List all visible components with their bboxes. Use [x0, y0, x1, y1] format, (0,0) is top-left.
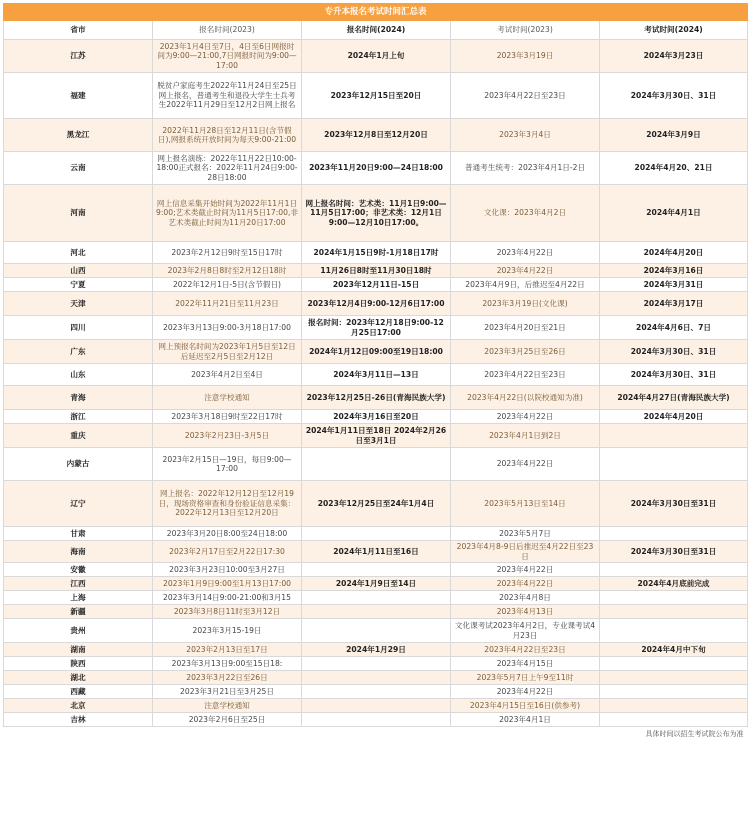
reg-2024-cell: 2024年1月15日9时-1月18日17时: [302, 242, 451, 264]
province-cell: 吉林: [4, 713, 153, 727]
exam-2024-cell: 2024年4月20日: [600, 410, 748, 424]
reg-2023-cell: 2022年12月1日-5日(含节假日): [153, 278, 302, 292]
reg-2024-cell: 2024年3月11日—13日: [302, 364, 451, 386]
province-cell: 青海: [4, 386, 153, 410]
exam-2023-cell: 2023年4月22日: [451, 264, 600, 278]
province-cell: 四川: [4, 316, 153, 340]
province-cell: 湖南: [4, 643, 153, 657]
exam-2023-cell: 2023年4月15日至16日(供参考): [451, 699, 600, 713]
table-row: [4, 152, 748, 185]
exam-2024-cell: 2024年4月20日: [600, 242, 748, 264]
reg-2023-cell: 2023年3月15-19日: [153, 619, 302, 643]
reg-2024-cell: [302, 563, 451, 577]
reg-2023-cell: 2023年3月18日9时至22日17时: [153, 410, 302, 424]
reg-2023-cell: 网上报名：2022年12月12日至12月19日，现场资格审查和身份验证信息采集：2022年12月13日至12月20日: [153, 481, 302, 527]
table-row: [4, 340, 748, 364]
exam-2024-cell: 2024年3月30日、31日: [600, 364, 748, 386]
exam-2023-cell: 2023年4月22日: [451, 685, 600, 699]
table-row: [4, 278, 748, 292]
exam-2023-cell: 2023年4月22日: [451, 448, 600, 481]
table-row: [4, 527, 748, 541]
reg-2024-cell: 2024年1月11日至16日: [302, 541, 451, 563]
table-row: [4, 410, 748, 424]
reg-2024-cell: 2023年12月25日-26日(青海民族大学): [302, 386, 451, 410]
reg-2023-cell: 2023年1月9日9:00至1月13日17:00: [153, 577, 302, 591]
reg-2023-cell: 2023年3月21日至3月25日: [153, 685, 302, 699]
exam-2024-cell: 2024年4月20、21日: [600, 152, 748, 185]
exam-2023-cell: 2023年5月7日: [451, 527, 600, 541]
reg-2024-cell: [302, 713, 451, 727]
table-row: [4, 292, 748, 316]
exam-2023-cell: 2023年4月1日: [451, 713, 600, 727]
reg-2023-cell: 2023年2月12日9时至15日17时: [153, 242, 302, 264]
province-cell: 甘肃: [4, 527, 153, 541]
reg-2024-cell: 2024年1月11日至18日 2024年2月26日至3月1日: [302, 424, 451, 448]
province-cell: 新疆: [4, 605, 153, 619]
province-cell: 广东: [4, 340, 153, 364]
province-cell: 上海: [4, 591, 153, 605]
exam-2024-cell: 2024年3月30日、31日: [600, 73, 748, 119]
table-row: [4, 699, 748, 713]
table-row: [4, 119, 748, 152]
reg-2023-cell: 2023年2月23日-3月5日: [153, 424, 302, 448]
exam-2023-cell: 2023年4月22日至23日: [451, 364, 600, 386]
reg-2024-cell: 2023年12月25日至24年1月4日: [302, 481, 451, 527]
province-cell: 云南: [4, 152, 153, 185]
province-cell: 江苏: [4, 40, 153, 73]
exam-2024-cell: 2024年4月6日、7日: [600, 316, 748, 340]
exam-2024-cell: [600, 448, 748, 481]
reg-2024-cell: 11月26日8时至11月30日18时: [302, 264, 451, 278]
exam-2023-cell: 文化课考试2023年4月2日，专业课考试4月23日: [451, 619, 600, 643]
exam-2024-cell: [600, 424, 748, 448]
province-cell: 山东: [4, 364, 153, 386]
exam-2024-cell: [600, 713, 748, 727]
province-cell: 内蒙古: [4, 448, 153, 481]
table-row: [4, 481, 748, 527]
exam-2023-cell: 2023年4月22日(以院校通知为准): [451, 386, 600, 410]
exam-2023-cell: 普通考生统考：2023年4月1日-2日: [451, 152, 600, 185]
province-cell: 浙江: [4, 410, 153, 424]
header-reg-2024: 报名时间(2024): [302, 21, 451, 40]
table-row: [4, 643, 748, 657]
reg-2023-cell: 2023年2月8日8时至2月12日18时: [153, 264, 302, 278]
reg-2024-cell: [302, 671, 451, 685]
exam-2023-cell: 2023年5月13日至14日: [451, 481, 600, 527]
table-row: [4, 657, 748, 671]
province-cell: 宁夏: [4, 278, 153, 292]
reg-2024-cell: [302, 685, 451, 699]
exam-2024-cell: 2024年3月30日至31日: [600, 481, 748, 527]
reg-2024-cell: 2023年12月8日至12月20日: [302, 119, 451, 152]
exam-2024-cell: 2024年4月底前完成: [600, 577, 748, 591]
table-row: [4, 563, 748, 577]
exam-2024-cell: [600, 699, 748, 713]
province-cell: 江西: [4, 577, 153, 591]
reg-2023-cell: 2022年11月28日至12月11日(含节假日),网报系统开放时间为每天9:00-21:00: [153, 119, 302, 152]
reg-2024-cell: 2023年12月11日-15日: [302, 278, 451, 292]
reg-2023-cell: 2023年3月13日9:00-3月18日17:00: [153, 316, 302, 340]
province-cell: 山西: [4, 264, 153, 278]
exam-2024-cell: 2024年3月17日: [600, 292, 748, 316]
table-row: [4, 713, 748, 727]
reg-2024-cell: 2024年1月9日至14日: [302, 577, 451, 591]
reg-2023-cell: 网上信息采集开始时间为2022年11月1日9:00;艺术类截止时间为11月5日17:00,非艺术类截止时间为11月20日17:00: [153, 185, 302, 242]
table-row: [4, 316, 748, 340]
reg-2023-cell: 2023年3月14日9:00-21:00和3月15: [153, 591, 302, 605]
reg-2024-cell: [302, 619, 451, 643]
exam-2024-cell: [600, 527, 748, 541]
exam-2023-cell: 2023年4月13日: [451, 605, 600, 619]
table-row: [4, 685, 748, 699]
province-cell: 陕西: [4, 657, 153, 671]
reg-2024-cell: 网上报名时间：艺术类：11月1日9:00—11月5日17:00；非艺术类：12月1日9:00—12月10日17:00。: [302, 185, 451, 242]
exam-2023-cell: 2023年4月8日: [451, 591, 600, 605]
province-cell: 海南: [4, 541, 153, 563]
exam-2024-cell: 2024年3月23日: [600, 40, 748, 73]
reg-2024-cell: [302, 527, 451, 541]
table-row: [4, 605, 748, 619]
reg-2023-cell: 2023年2月15日—19日，每日9:00—17:00: [153, 448, 302, 481]
reg-2023-cell: 2023年3月23日10:00至3月27日: [153, 563, 302, 577]
table-row: [4, 541, 748, 563]
table-row: [4, 577, 748, 591]
summary-table-container: [3, 3, 747, 741]
footnote: 具体时间以招生考试院公布为准: [645, 729, 744, 738]
exam-2023-cell: 文化课：2023年4月2日: [451, 185, 600, 242]
exam-2024-cell: 2024年4月27日(青海民族大学): [600, 386, 748, 410]
reg-2023-cell: 2023年4月2日至4日: [153, 364, 302, 386]
province-cell: 西藏: [4, 685, 153, 699]
reg-2023-cell: 2023年3月8日11时至3月12日: [153, 605, 302, 619]
header-exam-2023: 考试时间(2023): [451, 21, 600, 40]
reg-2023-cell: 2022年11月21日至11月23日: [153, 292, 302, 316]
exam-2023-cell: 2023年4月22日: [451, 242, 600, 264]
province-cell: 黑龙江: [4, 119, 153, 152]
reg-2023-cell: 注意学校通知: [153, 386, 302, 410]
reg-2024-cell: 2024年1月12日09:00至19日18:00: [302, 340, 451, 364]
province-cell: 湖北: [4, 671, 153, 685]
reg-2023-cell: 2023年3月13日9:00至15日18:: [153, 657, 302, 671]
reg-2023-cell: 2023年2月6日至25日: [153, 713, 302, 727]
header-exam-2024: 考试时间(2024): [600, 21, 748, 40]
reg-2023-cell: 2023年3月22日至26日: [153, 671, 302, 685]
reg-2024-cell: 2023年12月15日至20日: [302, 73, 451, 119]
province-cell: 安徽: [4, 563, 153, 577]
reg-2023-cell: 2023年2月13日至17日: [153, 643, 302, 657]
table-row: [4, 619, 748, 643]
exam-2023-cell: 2023年4月22日: [451, 563, 600, 577]
table-row: [4, 73, 748, 119]
reg-2024-cell: [302, 591, 451, 605]
exam-schedule-table: [3, 3, 748, 741]
reg-2023-cell: 2023年2月17日至2月22日17:30: [153, 541, 302, 563]
reg-2024-cell: 报名时间：2023年12月18日9:00-12月25日17:00: [302, 316, 451, 340]
reg-2023-cell: 网上报名演练：2022年11月22日10:00-18:00正式报名：2022年11月24日9:00-28日18:00: [153, 152, 302, 185]
table-row: [4, 242, 748, 264]
reg-2023-cell: 脱贫户家庭考生2022年11月24日至25日网上报名，普通考生和退役大学生士兵考生2022年11月29日至12月2日网上报名: [153, 73, 302, 119]
exam-2023-cell: 2023年5月7日上午9至11时: [451, 671, 600, 685]
exam-2024-cell: [600, 657, 748, 671]
province-cell: 贵州: [4, 619, 153, 643]
exam-2024-cell: [600, 685, 748, 699]
exam-2024-cell: [600, 605, 748, 619]
reg-2024-cell: 2024年1月29日: [302, 643, 451, 657]
reg-2023-cell: 注意学校通知: [153, 699, 302, 713]
exam-2023-cell: 2023年4月22日至23日: [451, 643, 600, 657]
reg-2024-cell: [302, 448, 451, 481]
exam-2023-cell: 2023年4月8-9日后推迟至4月22日至23日: [451, 541, 600, 563]
reg-2024-cell: 2023年11月20日9:00—24日18:00: [302, 152, 451, 185]
province-cell: 河北: [4, 242, 153, 264]
exam-2024-cell: 2024年3月31日: [600, 278, 748, 292]
table-row: [4, 386, 748, 410]
table-row: [4, 424, 748, 448]
table-body: [4, 40, 748, 727]
exam-2023-cell: 2023年4月1日到2日: [451, 424, 600, 448]
province-cell: 辽宁: [4, 481, 153, 527]
table-row: [4, 364, 748, 386]
province-cell: 河南: [4, 185, 153, 242]
exam-2023-cell: 2023年4月20日至21日: [451, 316, 600, 340]
reg-2024-cell: 2023年12月4日9:00-12月6日17:00: [302, 292, 451, 316]
reg-2024-cell: 2024年1月上旬: [302, 40, 451, 73]
exam-2024-cell: 2024年4月中下旬: [600, 643, 748, 657]
table-row: [4, 671, 748, 685]
exam-2024-cell: 2024年3月16日: [600, 264, 748, 278]
exam-2024-cell: 2024年3月30日、31日: [600, 340, 748, 364]
exam-2024-cell: [600, 563, 748, 577]
table-row: [4, 40, 748, 73]
reg-2024-cell: [302, 605, 451, 619]
exam-2023-cell: 2023年3月19日: [451, 40, 600, 73]
exam-2024-cell: [600, 619, 748, 643]
exam-2023-cell: 2023年4月22日: [451, 577, 600, 591]
exam-2024-cell: [600, 591, 748, 605]
table-row: [4, 264, 748, 278]
reg-2023-cell: 网上预报名时间为2023年1月5日至12日后延迟至2月5日至2月12日: [153, 340, 302, 364]
province-cell: 北京: [4, 699, 153, 713]
province-cell: 重庆: [4, 424, 153, 448]
province-cell: 天津: [4, 292, 153, 316]
exam-2024-cell: [600, 671, 748, 685]
exam-2023-cell: 2023年3月4日: [451, 119, 600, 152]
exam-2023-cell: 2023年3月19日(文化课): [451, 292, 600, 316]
reg-2023-cell: 2023年3月20日8:00至24日18:00: [153, 527, 302, 541]
table-row: [4, 185, 748, 242]
exam-2023-cell: 2023年4月15日: [451, 657, 600, 671]
exam-2023-cell: 2023年4月22日至23日: [451, 73, 600, 119]
header-province: 省市: [4, 21, 153, 40]
exam-2024-cell: 2024年4月1日: [600, 185, 748, 242]
exam-2023-cell: 2023年4月22日: [451, 410, 600, 424]
reg-2024-cell: [302, 699, 451, 713]
exam-2024-cell: 2024年3月9日: [600, 119, 748, 152]
header-reg-2023: 报名时间(2023): [153, 21, 302, 40]
exam-2024-cell: 2024年3月30日至31日: [600, 541, 748, 563]
table-row: [4, 448, 748, 481]
exam-2023-cell: 2023年3月25日至26日: [451, 340, 600, 364]
exam-2023-cell: 2023年4月9日，后推迟至4月22日: [451, 278, 600, 292]
table-title: 专升本报名考试时间汇总表: [4, 4, 748, 21]
table-row: [4, 591, 748, 605]
reg-2024-cell: [302, 657, 451, 671]
reg-2023-cell: 2023年1月4日至7日，4日至6日网报时间为9:00—21:00,7日网报时间为9:00—17:00: [153, 40, 302, 73]
province-cell: 福建: [4, 73, 153, 119]
reg-2024-cell: 2024年3月16日至20日: [302, 410, 451, 424]
